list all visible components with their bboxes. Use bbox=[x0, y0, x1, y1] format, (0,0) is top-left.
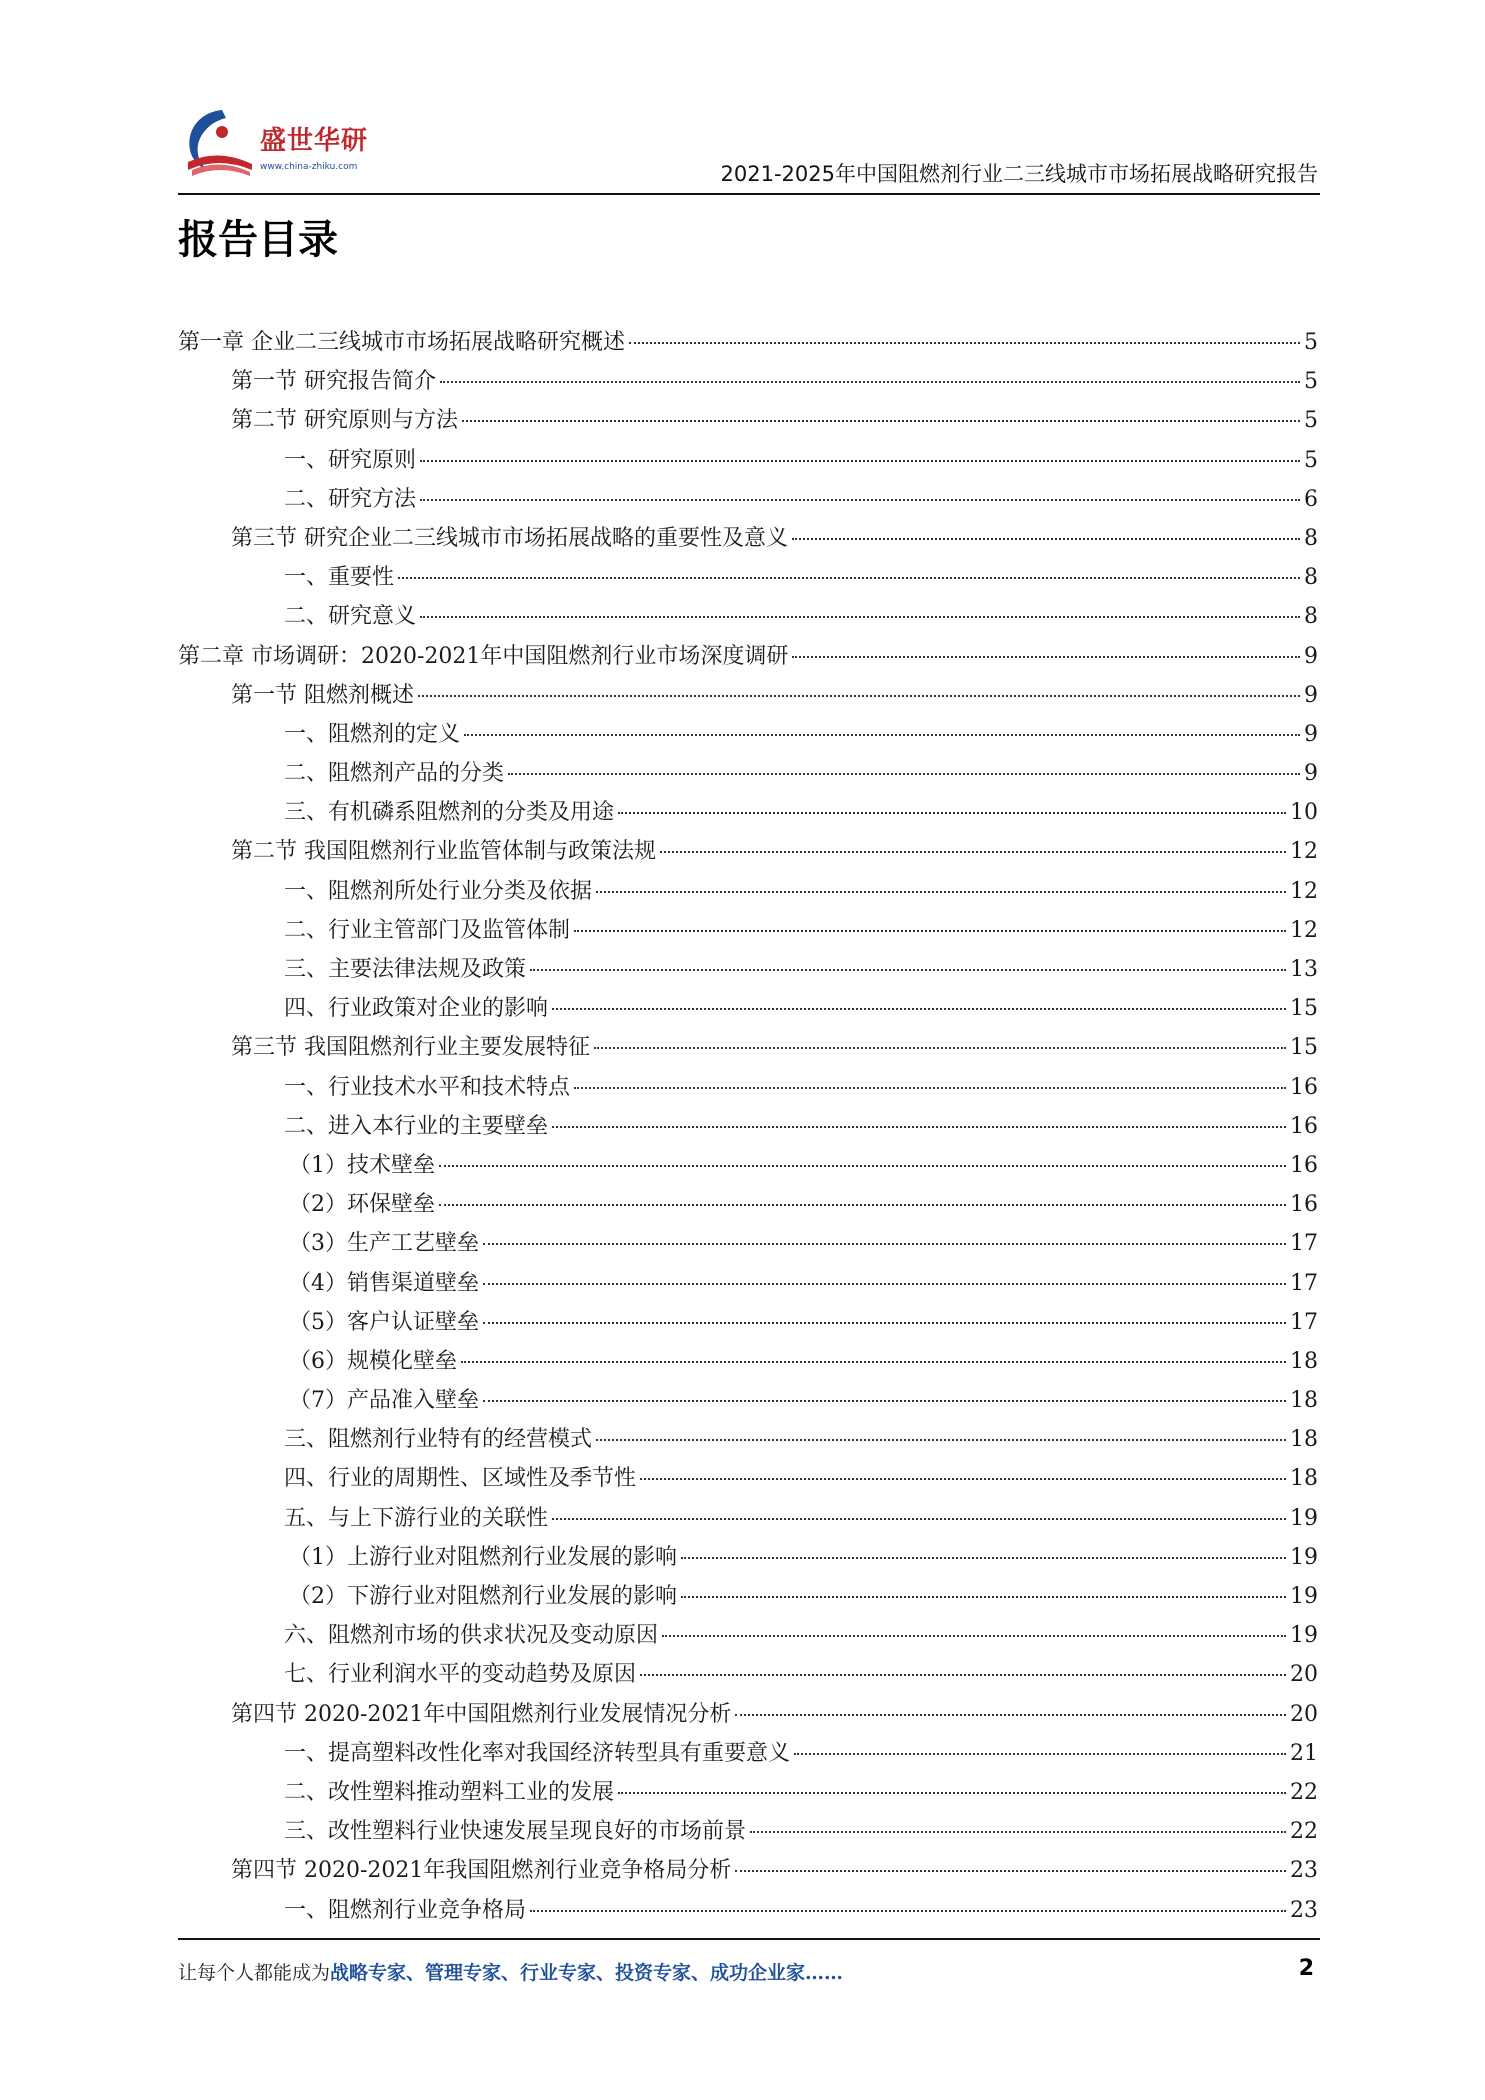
toc-entry[interactable] bbox=[178, 1501, 1318, 1540]
toc-entry[interactable] bbox=[178, 639, 1318, 678]
toc-entry-page: 6 bbox=[1304, 486, 1318, 512]
toc-entry-label: 三、有机磷系阻燃剂的分类及用途 bbox=[284, 800, 615, 826]
toc-entry-label: （1）技术壁垒 bbox=[289, 1152, 435, 1178]
report-title: 2021-2025年中国阻燃剂行业二三线城市市场拓展战略研究报告 bbox=[720, 162, 1318, 186]
toc-entry-page: 16 bbox=[1290, 1192, 1318, 1218]
toc-entry[interactable] bbox=[178, 952, 1318, 991]
toc-entry-label: 第二节 研究原则与方法 bbox=[231, 408, 458, 434]
toc-leader-dots bbox=[618, 1792, 1286, 1794]
toc-entry[interactable] bbox=[178, 482, 1318, 521]
toc-entry-page: 16 bbox=[1290, 1074, 1318, 1100]
toc-entry-label: 四、行业的周期性、区域性及季节性 bbox=[284, 1466, 637, 1492]
toc-leader-dots bbox=[681, 1557, 1286, 1559]
slogan-prefix: 让每个人都能成为 bbox=[178, 1962, 331, 1984]
toc-entry-label: （2）环保壁垒 bbox=[289, 1192, 435, 1218]
toc-entry-page: 15 bbox=[1290, 996, 1318, 1022]
toc-leader-dots bbox=[735, 1714, 1286, 1716]
toc-entry[interactable] bbox=[178, 364, 1318, 403]
toc-entry-page: 9 bbox=[1304, 721, 1318, 747]
toc-leader-dots bbox=[552, 1008, 1286, 1010]
toc-entry-label: 第一章 企业二三线城市市场拓展战略研究概述 bbox=[178, 330, 625, 355]
toc-entry[interactable] bbox=[178, 1226, 1318, 1265]
toc-entry[interactable] bbox=[178, 1187, 1318, 1226]
page-footer bbox=[178, 1958, 1320, 1988]
toc-entry[interactable] bbox=[178, 991, 1318, 1030]
toc-entry-page: 12 bbox=[1290, 839, 1318, 865]
toc-entry[interactable] bbox=[178, 599, 1318, 638]
toc-entry[interactable] bbox=[178, 717, 1318, 756]
toc-entry-page: 9 bbox=[1304, 682, 1318, 708]
toc-entry-label: 第一节 研究报告简介 bbox=[231, 369, 436, 395]
toc-entry[interactable] bbox=[178, 1618, 1318, 1657]
toc-entry-page: 18 bbox=[1290, 1348, 1318, 1374]
toc-entry-page: 19 bbox=[1290, 1584, 1318, 1609]
toc-leader-dots bbox=[420, 460, 1300, 462]
toc-entry-label: 一、提高塑料改性化率对我国经济转型具有重要意义 bbox=[284, 1740, 791, 1766]
toc-entry-page: 20 bbox=[1290, 1662, 1318, 1688]
toc-leader-dots bbox=[640, 1674, 1286, 1676]
toc-entry-label: 第二节 我国阻燃剂行业监管体制与政策法规 bbox=[231, 839, 656, 865]
toc-entry-label: 四、行业政策对企业的影响 bbox=[284, 996, 549, 1022]
toc-entry-label: 一、重要性 bbox=[284, 565, 395, 591]
toc-entry-label: 第四节 2020-2021年中国阻燃剂行业发展情况分析 bbox=[231, 1701, 732, 1727]
toc-leader-dots bbox=[464, 734, 1300, 736]
toc-leader-dots bbox=[461, 1361, 1286, 1363]
toc-entry-label: 第二章 市场调研：2020-2021年中国阻燃剂行业市场深度调研 bbox=[178, 643, 789, 669]
toc-leader-dots bbox=[596, 891, 1286, 893]
toc-entry-page: 23 bbox=[1290, 1897, 1318, 1923]
toc-entry[interactable] bbox=[178, 1148, 1318, 1187]
toc-entry-page: 5 bbox=[1304, 408, 1318, 434]
toc-entry-page: 10 bbox=[1290, 800, 1318, 826]
toc-entry-label: 第一节 阻燃剂概述 bbox=[231, 682, 414, 708]
toc-leader-dots bbox=[618, 812, 1286, 814]
toc-entry-label: 一、研究原则 bbox=[284, 447, 417, 473]
toc-entry-label: 二、行业主管部门及监管体制 bbox=[284, 917, 571, 943]
toc-entry-label: （3）生产工艺壁垒 bbox=[289, 1231, 479, 1257]
logo-mark-icon bbox=[178, 104, 258, 184]
toc-entry[interactable] bbox=[178, 1305, 1318, 1344]
toc-entry[interactable] bbox=[178, 1657, 1318, 1696]
toc-entry-page: 17 bbox=[1290, 1309, 1318, 1335]
toc-entry-page: 19 bbox=[1290, 1544, 1318, 1570]
toc-entry-label: 六、阻燃剂市场的供求状况及变动原因 bbox=[284, 1623, 659, 1649]
toc-entry-page: 5 bbox=[1304, 447, 1318, 473]
toc-entry-label: 一、阻燃剂行业竞争格局 bbox=[284, 1897, 527, 1923]
toc-entry[interactable] bbox=[178, 560, 1318, 599]
toc-entry[interactable] bbox=[178, 1736, 1318, 1775]
toc-entry[interactable] bbox=[178, 1775, 1318, 1814]
toc-entry-label: （1）上游行业对阻燃剂行业发展的影响 bbox=[289, 1544, 677, 1570]
toc-entry-label: 二、改性塑料推动塑料工业的发展 bbox=[284, 1779, 615, 1805]
toc-entry-label: 一、阻燃剂所处行业分类及依据 bbox=[284, 878, 593, 904]
toc-entry[interactable] bbox=[178, 443, 1318, 482]
toc-leader-dots bbox=[530, 969, 1286, 971]
toc-entry-page: 12 bbox=[1290, 878, 1318, 904]
toc-entry[interactable] bbox=[178, 1461, 1318, 1500]
toc-leader-dots bbox=[735, 1870, 1286, 1872]
toc-entry-page: 13 bbox=[1290, 957, 1318, 982]
toc-leader-dots bbox=[483, 1322, 1286, 1324]
toc-leader-dots bbox=[398, 577, 1300, 579]
toc-leader-dots bbox=[792, 656, 1300, 658]
page-number: 2 bbox=[1298, 1956, 1314, 1981]
toc-entry[interactable] bbox=[178, 1109, 1318, 1148]
logo bbox=[178, 104, 378, 184]
toc-entry-label: （4）销售渠道壁垒 bbox=[289, 1270, 479, 1296]
toc-entry-page: 19 bbox=[1290, 1505, 1318, 1531]
toc-entry-label: 五、与上下游行业的关联性 bbox=[284, 1505, 549, 1531]
toc-entry-label: 二、研究意义 bbox=[284, 604, 417, 630]
toc-leader-dots bbox=[552, 1126, 1286, 1128]
header-divider bbox=[178, 193, 1320, 195]
toc-heading: 报告目录 bbox=[178, 217, 338, 263]
toc-entry[interactable] bbox=[178, 1540, 1318, 1579]
toc-entry-page: 18 bbox=[1290, 1388, 1318, 1414]
toc-entry-page: 15 bbox=[1290, 1035, 1318, 1061]
toc-leader-dots bbox=[483, 1400, 1286, 1402]
toc-entry-label: （7）产品准入壁垒 bbox=[289, 1388, 479, 1414]
toc-entry-label: 三、改性塑料行业快速发展呈现良好的市场前景 bbox=[284, 1819, 747, 1845]
toc-entry-label: 第三节 研究企业二三线城市市场拓展战略的重要性及意义 bbox=[231, 525, 788, 551]
toc-leader-dots bbox=[794, 1753, 1286, 1755]
toc-entry-label: 二、研究方法 bbox=[284, 486, 417, 512]
toc-entry[interactable] bbox=[178, 1422, 1318, 1461]
toc-entry-page: 8 bbox=[1304, 604, 1318, 630]
toc-entry-page: 9 bbox=[1304, 643, 1318, 669]
toc-entry[interactable] bbox=[178, 1697, 1318, 1736]
toc-entry-page: 20 bbox=[1290, 1701, 1318, 1727]
toc-entry-page: 8 bbox=[1304, 525, 1318, 551]
toc-entry-label: （5）客户认证壁垒 bbox=[289, 1309, 479, 1335]
toc-entry-page: 21 bbox=[1290, 1740, 1318, 1766]
toc-leader-dots bbox=[640, 1478, 1286, 1480]
toc-entry[interactable] bbox=[178, 521, 1318, 560]
toc-leader-dots bbox=[508, 773, 1300, 775]
toc-entry-page: 17 bbox=[1290, 1270, 1318, 1296]
toc-entry[interactable] bbox=[178, 834, 1318, 873]
toc-leader-dots bbox=[420, 616, 1300, 618]
toc-entry-page: 18 bbox=[1290, 1427, 1318, 1453]
toc-leader-dots bbox=[792, 538, 1300, 540]
table-of-contents bbox=[178, 325, 1318, 1932]
toc-entry-label: 三、阻燃剂行业特有的经营模式 bbox=[284, 1427, 593, 1453]
toc-leader-dots bbox=[418, 695, 1300, 697]
toc-entry-label: 二、进入本行业的主要壁垒 bbox=[284, 1113, 549, 1139]
toc-entry-label: 第三节 我国阻燃剂行业主要发展特征 bbox=[231, 1035, 590, 1061]
toc-leader-dots bbox=[462, 420, 1300, 422]
toc-entry-page: 17 bbox=[1290, 1231, 1318, 1257]
toc-entry[interactable] bbox=[178, 756, 1318, 795]
toc-entry-page: 8 bbox=[1304, 565, 1318, 591]
logo-name: 盛世华研 bbox=[260, 126, 369, 156]
toc-leader-dots bbox=[552, 1518, 1286, 1520]
toc-entry-label: （6）规模化壁垒 bbox=[289, 1348, 457, 1374]
toc-entry[interactable] bbox=[178, 1814, 1318, 1853]
toc-entry[interactable] bbox=[178, 1344, 1318, 1383]
toc-entry-page: 9 bbox=[1304, 761, 1318, 787]
toc-entry-page: 18 bbox=[1290, 1466, 1318, 1492]
footer-divider bbox=[178, 1938, 1320, 1940]
toc-leader-dots bbox=[483, 1243, 1286, 1245]
toc-leader-dots bbox=[440, 381, 1300, 383]
toc-entry[interactable] bbox=[178, 1579, 1318, 1618]
toc-leader-dots bbox=[750, 1831, 1286, 1833]
toc-leader-dots bbox=[574, 930, 1286, 932]
toc-entry[interactable] bbox=[178, 1853, 1318, 1892]
toc-leader-dots bbox=[530, 1910, 1286, 1912]
toc-entry-label: 七、行业利润水平的变动趋势及原因 bbox=[284, 1662, 637, 1688]
toc-entry[interactable] bbox=[178, 1266, 1318, 1305]
toc-entry-page: 22 bbox=[1290, 1779, 1318, 1805]
toc-entry[interactable] bbox=[178, 403, 1318, 442]
toc-entry-label: 一、阻燃剂的定义 bbox=[284, 721, 461, 747]
toc-entry-label: 第四节 2020-2021年我国阻燃剂行业竞争格局分析 bbox=[231, 1858, 732, 1884]
toc-entry-label: （2）下游行业对阻燃剂行业发展的影响 bbox=[289, 1584, 677, 1609]
toc-entry-page: 5 bbox=[1304, 369, 1318, 395]
toc-leader-dots bbox=[681, 1596, 1286, 1598]
toc-entry-label: 一、行业技术水平和技术特点 bbox=[284, 1074, 571, 1100]
logo-url: www.china-zhiku.com bbox=[260, 162, 358, 172]
toc-entry-page: 22 bbox=[1290, 1819, 1318, 1845]
slogan-roles: 战略专家、管理专家、行业专家、投资专家、成功企业家…… bbox=[330, 1962, 844, 1984]
toc-entry-page: 23 bbox=[1290, 1858, 1318, 1884]
toc-entry[interactable] bbox=[178, 913, 1318, 952]
toc-entry[interactable] bbox=[178, 1893, 1318, 1932]
toc-entry-label: 三、主要法律法规及政策 bbox=[284, 957, 527, 982]
toc-entry-page: 16 bbox=[1290, 1152, 1318, 1178]
toc-entry[interactable] bbox=[178, 678, 1318, 717]
toc-leader-dots bbox=[629, 342, 1300, 344]
toc-leader-dots bbox=[662, 1635, 1286, 1637]
toc-entry[interactable] bbox=[178, 1070, 1318, 1109]
toc-entry[interactable] bbox=[178, 325, 1318, 364]
toc-entry[interactable] bbox=[178, 874, 1318, 913]
toc-leader-dots bbox=[420, 499, 1300, 501]
toc-entry-page: 19 bbox=[1290, 1623, 1318, 1649]
footer-slogan bbox=[178, 1958, 843, 1985]
toc-leader-dots bbox=[596, 1439, 1286, 1441]
page-header bbox=[178, 100, 1318, 196]
toc-entry[interactable] bbox=[178, 795, 1318, 834]
toc-leader-dots bbox=[660, 851, 1286, 853]
toc-entry-page: 12 bbox=[1290, 917, 1318, 943]
toc-entry-label: 二、阻燃剂产品的分类 bbox=[284, 761, 505, 787]
toc-entry-page: 5 bbox=[1304, 330, 1318, 355]
toc-leader-dots bbox=[439, 1165, 1286, 1167]
toc-entry-page: 16 bbox=[1290, 1113, 1318, 1139]
toc-entry[interactable] bbox=[178, 1383, 1318, 1422]
toc-leader-dots bbox=[594, 1047, 1286, 1049]
toc-leader-dots bbox=[574, 1087, 1286, 1089]
toc-leader-dots bbox=[439, 1204, 1286, 1206]
toc-entry[interactable] bbox=[178, 1030, 1318, 1069]
toc-leader-dots bbox=[483, 1283, 1286, 1285]
